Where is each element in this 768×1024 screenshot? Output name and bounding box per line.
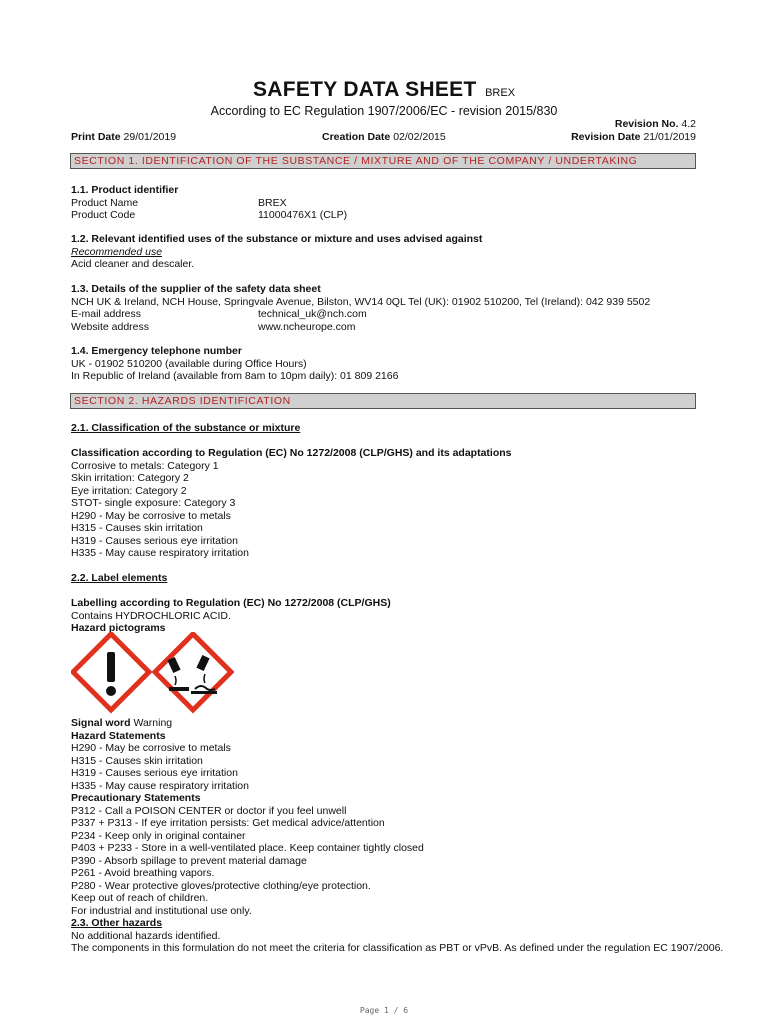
precautionary-statement: P261 - Avoid breathing vapors. xyxy=(71,867,215,879)
regulation-subtitle: According to EC Regulation 1907/2006/EC - revision 2015/830 xyxy=(210,104,558,118)
print-date-label: Print Date xyxy=(71,131,121,143)
print-date xyxy=(71,131,176,143)
signal-word-line xyxy=(71,717,723,730)
pictograms-heading: Hazard pictograms xyxy=(71,622,166,634)
precautionary-heading: Precautionary Statements xyxy=(71,792,201,804)
emergency-ie: In Republic of Ireland (available from 8am to 10pm daily): 01 809 2166 xyxy=(71,370,399,382)
corrosion-pictogram xyxy=(155,634,231,710)
precautionary-statement: P312 - Call a POISON CENTER or doctor if you feel unwell xyxy=(71,804,347,817)
labelling-block xyxy=(71,597,391,635)
supplier-line: NCH UK & Ireland, NCH House, Springvale Avenue, Bilston, WV14 0QL Tel (UK): 01902 510200, Tel (Ireland): 042 939 5502 xyxy=(71,295,651,308)
precautionary-statement: P390 - Absorb spillage to prevent material damage xyxy=(71,854,307,867)
creation-date-value: 02/02/2015 xyxy=(393,131,446,143)
revision-number-value: 4.2 xyxy=(681,118,696,130)
revision-number xyxy=(615,118,696,130)
emergency-uk: UK - 01902 510200 (available during Office Hours) xyxy=(71,357,307,370)
labelling-heading: Labelling according to Regulation (EC) No 1272/2008 (CLP/GHS) xyxy=(71,597,391,609)
precautionary-statement: P280 - Wear protective gloves/protective clothing/eye protection. xyxy=(71,879,371,892)
precautionary-statement: P234 - Keep only in original container xyxy=(71,829,246,842)
other-hazard-line: The components in this formulation do not meet the criteria for classification as PBT or vPvB. As defined under the regulation EC 1907/2006. xyxy=(71,942,724,954)
exclamation-mark-pictogram xyxy=(73,634,149,710)
s12-heading: 1.2. Relevant identified uses of the substance or mixture and uses advised against xyxy=(71,233,483,245)
classification-block xyxy=(71,447,512,560)
other-hazard-line: No additional hazards identified. xyxy=(71,929,221,942)
email-row xyxy=(71,308,650,321)
classification-line: Corrosive to metals: Category 1 xyxy=(71,459,219,472)
hazard-statement: H319 - Causes serious eye irritation xyxy=(71,767,238,779)
hazard-statement: H315 - Causes skin irritation xyxy=(71,754,203,767)
product-name-value: BREX xyxy=(258,196,287,209)
pictogram-row xyxy=(71,632,241,714)
title-product-tag: BREX xyxy=(485,87,516,99)
section-2-header: SECTION 2. HAZARDS IDENTIFICATION xyxy=(70,393,696,409)
precautionary-statement: For industrial and institutional use only. xyxy=(71,904,252,917)
email-label: E-mail address xyxy=(71,308,142,320)
product-code-row xyxy=(71,209,347,222)
recommended-use-value: Acid cleaner and descaler. xyxy=(71,258,195,270)
classification-line: STOT- single exposure: Category 3 xyxy=(71,497,236,509)
contains-line: Contains HYDROCHLORIC ACID. xyxy=(71,609,231,622)
creation-date-label: Creation Date xyxy=(322,131,391,143)
precautionary-statement: P337 + P313 - If eye irritation persists: Get medical advice/attention xyxy=(71,817,385,829)
revision-number-label: Revision No. xyxy=(614,118,679,130)
hazard-pictograms xyxy=(71,632,241,714)
hazard-statement: H335 - May cause respiratory irritation xyxy=(71,779,249,792)
classification-line: H315 - Causes skin irritation xyxy=(71,522,203,534)
document-title xyxy=(0,78,768,102)
s22-heading: 2.2. Label elements xyxy=(71,572,168,584)
product-name-label: Product Name xyxy=(71,196,139,209)
product-name-row xyxy=(71,197,347,210)
emergency-block xyxy=(71,345,398,383)
classification-line: H319 - Causes serious eye irritation xyxy=(71,534,238,547)
s11-heading: 1.1. Product identifier xyxy=(71,184,179,196)
s21-heading-block xyxy=(71,422,300,435)
signal-word-value: Warning xyxy=(133,717,173,729)
recommended-use-label: Recommended use xyxy=(71,245,163,258)
revision-date xyxy=(571,131,696,143)
s14-heading: 1.4. Emergency telephone number xyxy=(71,345,242,357)
classification-line: Eye irritation: Category 2 xyxy=(71,484,187,497)
section-1-header: SECTION 1. IDENTIFICATION OF THE SUBSTANCE / MIXTURE AND OF THE COMPANY / UNDERTAKING xyxy=(70,153,696,169)
product-code-value: 11000476X1 (CLP) xyxy=(258,209,348,221)
website-label: Website address xyxy=(71,320,150,333)
website-value[interactable]: www.ncheurope.com xyxy=(258,320,356,333)
revision-date-value: 21/01/2019 xyxy=(643,131,696,143)
hazard-statements-heading: Hazard Statements xyxy=(71,729,166,742)
s21-heading: 2.1. Classification of the substance or mixture xyxy=(71,422,301,434)
print-date-value: 29/01/2019 xyxy=(123,131,177,143)
title-text: SAFETY DATA SHEET xyxy=(252,78,477,101)
product-identifier-block xyxy=(71,184,347,222)
s13-heading: 1.3. Details of the supplier of the safety data sheet xyxy=(71,283,321,295)
s22-heading-block xyxy=(71,572,167,585)
s23-heading: 2.3. Other hazards xyxy=(71,917,163,929)
precautionary-statement: P403 + P233 - Store in a well-ventilated place. Keep container tightly closed xyxy=(71,842,424,854)
classification-line: H335 - May cause respiratory irritation xyxy=(71,547,249,559)
website-row xyxy=(71,321,650,334)
classification-heading: Classification according to Regulation (EC) No 1272/2008 (CLP/GHS) and its adaptations xyxy=(71,447,512,459)
uses-block xyxy=(71,233,482,271)
creation-date xyxy=(322,131,446,143)
email-value[interactable]: technical_uk@nch.com xyxy=(258,308,367,320)
revision-date-label: Revision Date xyxy=(571,131,641,143)
classification-line: Skin irritation: Category 2 xyxy=(71,472,189,484)
page-number: Page 1 / 6 xyxy=(359,1006,409,1015)
product-code-label: Product Code xyxy=(71,209,136,221)
supplier-block xyxy=(71,283,650,333)
hazard-statement: H290 - May be corrosive to metals xyxy=(71,742,231,754)
signal-word-label: Signal word xyxy=(71,717,131,729)
precautionary-statement: Keep out of reach of children. xyxy=(71,892,209,904)
label-elements-block xyxy=(71,717,723,955)
classification-line: H290 - May be corrosive to metals xyxy=(71,509,231,522)
